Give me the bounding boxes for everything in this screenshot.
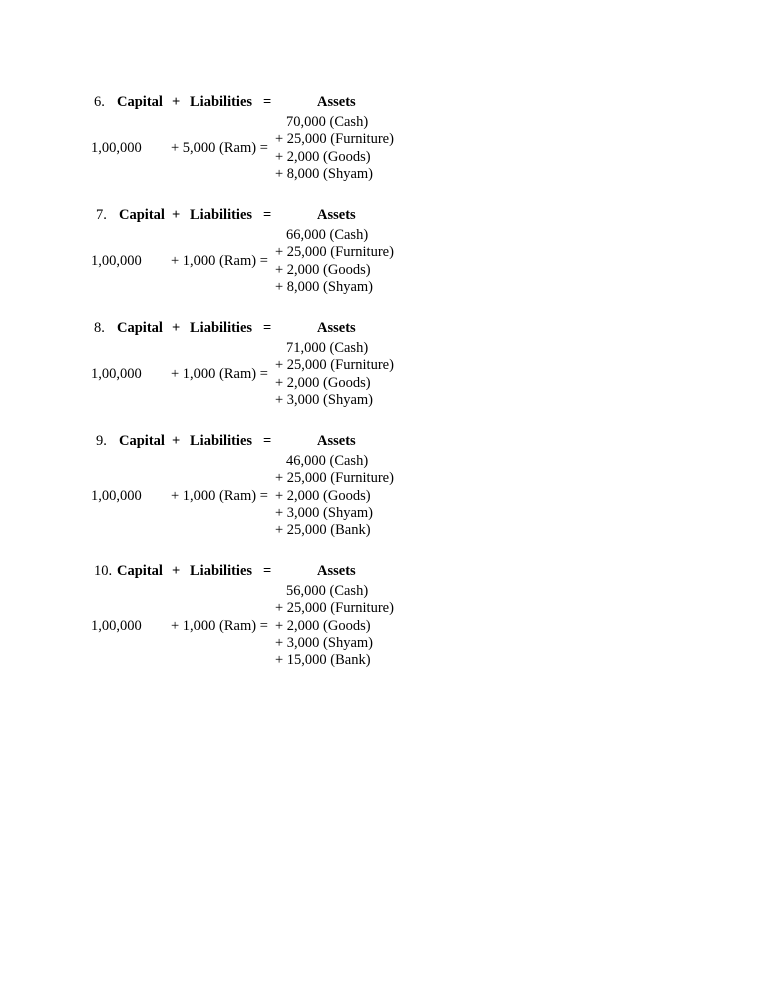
- entry-number: 7.: [96, 207, 107, 223]
- asset-item: 46,000 (Cash): [286, 453, 369, 469]
- equation-header: [0, 94, 765, 112]
- equation-header: [0, 563, 765, 581]
- asset-item: + 2,000 (Goods): [275, 148, 371, 165]
- entry-number: 10.: [94, 563, 113, 579]
- entry-number: 6.: [94, 94, 105, 110]
- asset-item: + 25,000 (Furniture): [275, 131, 394, 148]
- liabilities-value: + 1,000 (Ram) =: [171, 253, 268, 269]
- liabilities-value: + 5,000 (Ram) =: [171, 140, 268, 156]
- liabilities-label: Liabilities: [190, 433, 253, 449]
- liabilities-label: Liabilities: [190, 320, 253, 336]
- asset-item: 70,000 (Cash): [286, 114, 369, 130]
- equals-sign: =: [263, 94, 272, 110]
- asset-item: + 2,000 (Goods): [275, 487, 371, 504]
- capital-label: Capital: [119, 433, 165, 449]
- assets-label: Assets: [317, 94, 356, 110]
- equals-sign: =: [263, 207, 272, 223]
- assets-label: Assets: [317, 207, 356, 223]
- asset-item: + 2,000 (Goods): [275, 261, 371, 278]
- capital-value: 1,00,000: [91, 366, 142, 382]
- liabilities-value: + 1,000 (Ram) =: [171, 366, 268, 382]
- capital-value: 1,00,000: [91, 140, 142, 156]
- asset-item: 66,000 (Cash): [286, 227, 369, 243]
- capital-label: Capital: [117, 563, 163, 579]
- capital-label: Capital: [119, 207, 165, 223]
- assets-label: Assets: [317, 433, 356, 449]
- equation-header: [0, 433, 765, 451]
- asset-item: + 3,000 (Shyam): [275, 634, 373, 651]
- asset-item: + 3,000 (Shyam): [275, 504, 373, 521]
- assets-list: [275, 114, 415, 183]
- equation-block-6: [0, 94, 765, 189]
- asset-item: 56,000 (Cash): [286, 583, 369, 599]
- liabilities-label: Liabilities: [190, 563, 253, 579]
- equals-sign: =: [263, 320, 272, 336]
- capital-value: 1,00,000: [91, 618, 142, 634]
- assets-label: Assets: [317, 563, 356, 579]
- assets-list: [275, 340, 415, 409]
- asset-item: + 3,000 (Shyam): [275, 391, 373, 408]
- assets-list: [275, 227, 415, 296]
- capital-value: 1,00,000: [91, 488, 142, 504]
- plus-sign: +: [172, 320, 181, 336]
- capital-label: Capital: [117, 320, 163, 336]
- asset-item: + 25,000 (Furniture): [275, 470, 394, 487]
- capital-label: Capital: [117, 94, 163, 110]
- asset-item: + 25,000 (Furniture): [275, 357, 394, 374]
- asset-item: + 2,000 (Goods): [275, 374, 371, 391]
- equation-block-10: [0, 563, 765, 675]
- plus-sign: +: [172, 207, 181, 223]
- asset-item: + 25,000 (Furniture): [275, 600, 394, 617]
- asset-item: + 2,000 (Goods): [275, 617, 371, 634]
- plus-sign: +: [172, 563, 181, 579]
- entry-number: 9.: [96, 433, 107, 449]
- plus-sign: +: [172, 433, 181, 449]
- liabilities-value: + 1,000 (Ram) =: [171, 618, 268, 634]
- assets-label: Assets: [317, 320, 356, 336]
- equals-sign: =: [263, 563, 272, 579]
- liabilities-value: + 1,000 (Ram) =: [171, 488, 268, 504]
- capital-value: 1,00,000: [91, 253, 142, 269]
- plus-sign: +: [172, 94, 181, 110]
- assets-list: [275, 453, 415, 539]
- equation-block-9: [0, 433, 765, 545]
- equation-header: [0, 207, 765, 225]
- asset-item: + 25,000 (Furniture): [275, 244, 394, 261]
- equation-header: [0, 320, 765, 338]
- asset-item: + 8,000 (Shyam): [275, 165, 373, 182]
- asset-item: + 8,000 (Shyam): [275, 278, 373, 295]
- liabilities-label: Liabilities: [190, 94, 253, 110]
- asset-item: + 25,000 (Bank): [275, 522, 371, 539]
- asset-item: + 15,000 (Bank): [275, 652, 371, 669]
- equation-block-7: [0, 207, 765, 302]
- asset-item: 71,000 (Cash): [286, 340, 369, 356]
- assets-list: [275, 583, 415, 669]
- equals-sign: =: [263, 433, 272, 449]
- entry-number: 8.: [94, 320, 105, 336]
- liabilities-label: Liabilities: [190, 207, 253, 223]
- equation-block-8: [0, 320, 765, 415]
